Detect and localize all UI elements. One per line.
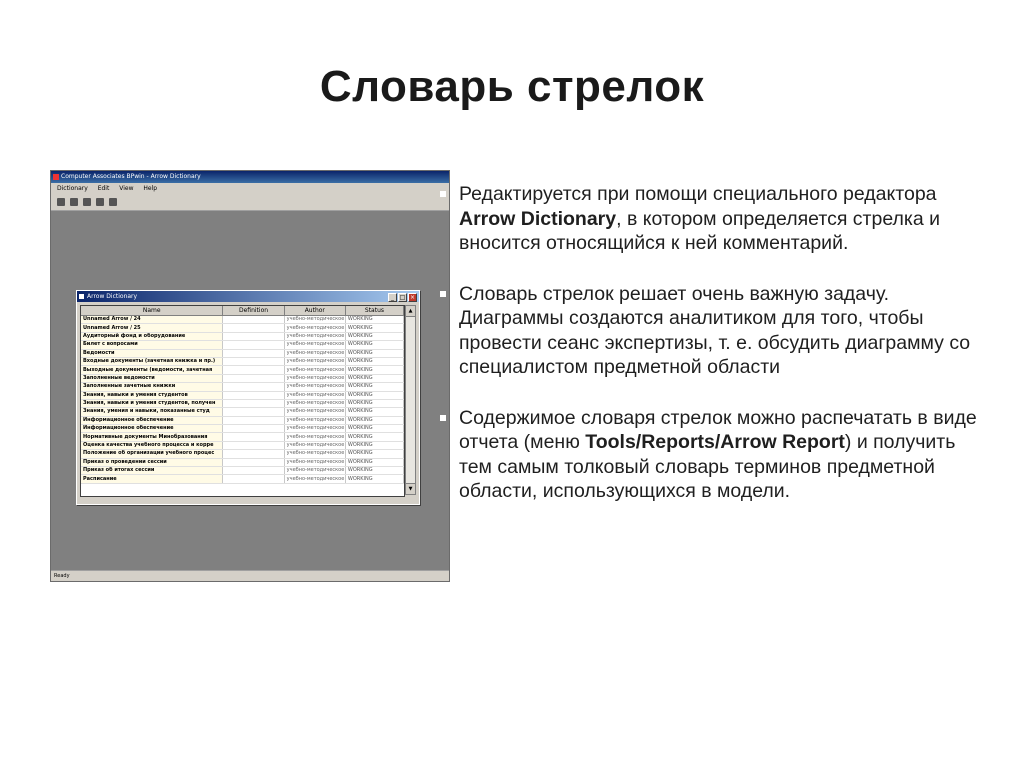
cell-definition[interactable] — [223, 450, 284, 458]
cell-author[interactable]: учебно-методическое — [284, 324, 345, 332]
scroll-down-icon[interactable]: ▼ — [406, 483, 415, 494]
mdi-workspace — [51, 211, 449, 571]
paragraph-3 — [459, 406, 979, 504]
cell-name[interactable]: Ведомости — [81, 349, 223, 357]
cell-name[interactable]: Приказ о проведении сессии — [81, 458, 223, 466]
save-icon[interactable] — [57, 198, 65, 206]
erwin-screenshot — [50, 170, 450, 582]
cell-author[interactable]: учебно-методическое — [284, 316, 345, 324]
cell-author[interactable]: учебно-методическое — [284, 441, 345, 449]
app-titlebar — [51, 171, 449, 183]
cell-status[interactable]: WORKING — [345, 416, 403, 424]
paragraph-1-text-c: , в котором определяется стрелка и вносится относящийся к ней комментарий. — [459, 207, 941, 254]
cell-status[interactable]: WORKING — [345, 433, 403, 441]
arrow-icon[interactable] — [96, 198, 104, 206]
app-toolbar — [51, 195, 449, 211]
app-menubar — [51, 183, 449, 195]
cell-name[interactable]: Заполненные ведомости — [81, 374, 223, 382]
table-row[interactable] — [81, 475, 404, 483]
table-row[interactable] — [81, 349, 404, 357]
cell-definition[interactable] — [223, 433, 284, 441]
cell-definition[interactable] — [223, 324, 284, 332]
cell-name[interactable]: Выходные документы (ведомости, зачетная — [81, 366, 223, 374]
paragraph-2: Словарь стрелок решает очень важную задачу. Диаграммы создаются аналитиком для того, чтобы провести сеанс экспертизы, т. е. обсудить диаграмму со специалистом предметной области — [459, 282, 979, 380]
table-row[interactable] — [81, 467, 404, 475]
dialog-icon — [79, 294, 84, 299]
app-logo-icon — [53, 174, 59, 180]
cell-status[interactable]: WORKING — [345, 366, 403, 374]
cell-author[interactable]: учебно-методическое — [284, 433, 345, 441]
vertical-scrollbar[interactable] — [405, 305, 416, 495]
arrow-table — [80, 305, 405, 497]
cell-status[interactable]: WORKING — [345, 458, 403, 466]
cell-definition[interactable] — [223, 374, 284, 382]
dialog-titlebar — [77, 291, 419, 302]
menu-dictionary[interactable]: Dictionary — [57, 185, 88, 192]
table-row[interactable] — [81, 324, 404, 332]
cell-definition[interactable] — [223, 383, 284, 391]
cell-definition[interactable] — [223, 332, 284, 340]
cell-author[interactable]: учебно-методическое — [284, 341, 345, 349]
cell-status[interactable]: WORKING — [345, 399, 403, 407]
cell-author[interactable]: учебно-методическое — [284, 391, 345, 399]
table-row[interactable] — [81, 366, 404, 374]
table-row[interactable] — [81, 425, 404, 433]
cell-name[interactable]: Unnamed Arrow / 24 — [81, 316, 223, 324]
table-row[interactable] — [81, 357, 404, 365]
cell-definition[interactable] — [223, 458, 284, 466]
column-header-status[interactable]: Status — [345, 306, 403, 316]
column-header-definition[interactable]: Definition — [223, 306, 284, 316]
cell-author[interactable]: учебно-методическое — [284, 450, 345, 458]
cell-name[interactable]: Оценка качества учебного процесса и корре — [81, 441, 223, 449]
cell-status[interactable]: WORKING — [345, 383, 403, 391]
table-row[interactable] — [81, 450, 404, 458]
cell-status[interactable]: WORKING — [345, 475, 403, 483]
cell-author[interactable]: учебно-методическое — [284, 332, 345, 340]
table-row[interactable] — [81, 341, 404, 349]
cell-author[interactable]: учебно-методическое — [284, 408, 345, 416]
cell-author[interactable]: учебно-методическое — [284, 467, 345, 475]
paragraph-3-text-a: Содержимое словаря стрелок можно распечатать в виде отчета (меню — [459, 406, 977, 453]
cell-name[interactable]: Положение об организации учебного процес — [81, 450, 223, 458]
help-icon[interactable] — [109, 198, 117, 206]
column-header-author[interactable]: Author — [284, 306, 345, 316]
table-row[interactable] — [81, 458, 404, 466]
table-row[interactable] — [81, 316, 404, 324]
table-row[interactable] — [81, 416, 404, 424]
menu-help[interactable]: Help — [143, 185, 158, 192]
cell-name[interactable]: Аудиторный фонд и оборудование — [81, 332, 223, 340]
cell-status[interactable]: WORKING — [345, 467, 403, 475]
table-row[interactable] — [81, 399, 404, 407]
slide-body — [459, 182, 979, 530]
cell-status[interactable]: WORKING — [345, 349, 403, 357]
table-row[interactable] — [81, 408, 404, 416]
cell-status[interactable]: WORKING — [345, 450, 403, 458]
cell-author[interactable]: учебно-методическое — [284, 374, 345, 382]
table-row[interactable] — [81, 383, 404, 391]
table-row[interactable] — [81, 433, 404, 441]
close-button[interactable]: × — [409, 294, 416, 301]
cell-author[interactable]: учебно-методическое — [284, 458, 345, 466]
table-row[interactable] — [81, 441, 404, 449]
cell-name[interactable]: Информационное обеспечение — [81, 416, 223, 424]
cell-name[interactable]: Заполненные зачетные книжки — [81, 383, 223, 391]
cell-status[interactable]: WORKING — [345, 391, 403, 399]
cell-author[interactable]: учебно-методическое — [284, 357, 345, 365]
cell-status[interactable]: WORKING — [345, 332, 403, 340]
cell-status[interactable]: WORKING — [345, 341, 403, 349]
cell-name[interactable]: Знания, умения и навыки, показанные студ — [81, 408, 223, 416]
minimize-button[interactable]: _ — [388, 293, 397, 302]
cut-icon[interactable] — [83, 198, 91, 206]
cell-name[interactable]: Знания, навыки и умения студентов — [81, 391, 223, 399]
cell-definition[interactable] — [223, 441, 284, 449]
menu-view[interactable]: View — [119, 185, 134, 192]
cell-author[interactable]: учебно-методическое — [284, 416, 345, 424]
cell-name[interactable]: Приказ об итогах сессии — [81, 467, 223, 475]
dialog-title: Arrow Dictionary — [87, 293, 138, 300]
paragraph-1-text-a: Редактируется при помощи специального редактора — [459, 183, 937, 205]
cell-author[interactable]: учебно-методическое — [284, 366, 345, 374]
menu-edit[interactable]: Edit — [97, 185, 110, 192]
cell-status[interactable]: WORKING — [345, 425, 403, 433]
cell-definition[interactable] — [223, 391, 284, 399]
cell-status[interactable]: WORKING — [345, 316, 403, 324]
table-row[interactable] — [81, 374, 404, 382]
cell-definition[interactable] — [223, 416, 284, 424]
cell-status[interactable]: WORKING — [345, 441, 403, 449]
paragraph-1-bold: Arrow Dictionary — [459, 207, 617, 230]
cell-definition[interactable] — [223, 467, 284, 475]
cell-author[interactable]: учебно-методическое — [284, 475, 345, 483]
status-bar: Ready — [51, 570, 449, 581]
arrow-dictionary-dialog — [76, 290, 420, 505]
app-title: Computer Associates BPwin - Arrow Dictionary — [61, 173, 201, 180]
cell-author[interactable]: учебно-методическое — [284, 425, 345, 433]
cell-definition[interactable] — [223, 349, 284, 357]
cell-name[interactable]: Билет с вопросами — [81, 341, 223, 349]
cell-author[interactable]: учебно-методическое — [284, 399, 345, 407]
scroll-up-icon[interactable]: ▲ — [406, 306, 415, 317]
cell-definition[interactable] — [223, 399, 284, 407]
cell-status[interactable]: WORKING — [345, 408, 403, 416]
cell-name[interactable]: Нормативные документы Минобразования — [81, 433, 223, 441]
cell-definition[interactable] — [223, 408, 284, 416]
cell-author[interactable]: учебно-методическое — [284, 349, 345, 357]
table-row[interactable] — [81, 391, 404, 399]
cell-definition[interactable] — [223, 316, 284, 324]
cell-definition[interactable] — [223, 357, 284, 365]
cell-definition[interactable] — [223, 425, 284, 433]
cell-author[interactable]: учебно-методическое — [284, 383, 345, 391]
paragraph-1 — [459, 182, 979, 256]
cell-name[interactable]: Unnamed Arrow / 25 — [81, 324, 223, 332]
cell-status[interactable]: WORKING — [345, 357, 403, 365]
maximize-button[interactable]: □ — [399, 294, 406, 301]
paragraph-3-text-c: ) и получить тем самым толковый словарь терминов предметной области, использующихся в модели. — [459, 431, 956, 502]
cell-name[interactable]: Информационное обеспечение — [81, 425, 223, 433]
print-icon[interactable] — [70, 198, 78, 206]
slide-title: Словарь стрелок — [319, 62, 705, 111]
column-header-name[interactable]: Name — [81, 306, 223, 316]
paragraph-3-bold: Tools/Reports/Arrow Report — [585, 431, 845, 453]
cell-definition[interactable] — [223, 341, 284, 349]
table-row[interactable] — [81, 332, 404, 340]
cell-name[interactable]: Знания, навыки и умения студентов, получен — [81, 399, 223, 407]
cell-definition[interactable] — [223, 475, 284, 483]
cell-name[interactable]: Расписание — [81, 475, 223, 483]
cell-definition[interactable] — [223, 366, 284, 374]
cell-name[interactable]: Входные документы (зачетная книжка и пр.) — [81, 357, 223, 365]
cell-status[interactable]: WORKING — [345, 324, 403, 332]
cell-status[interactable]: WORKING — [345, 374, 403, 382]
